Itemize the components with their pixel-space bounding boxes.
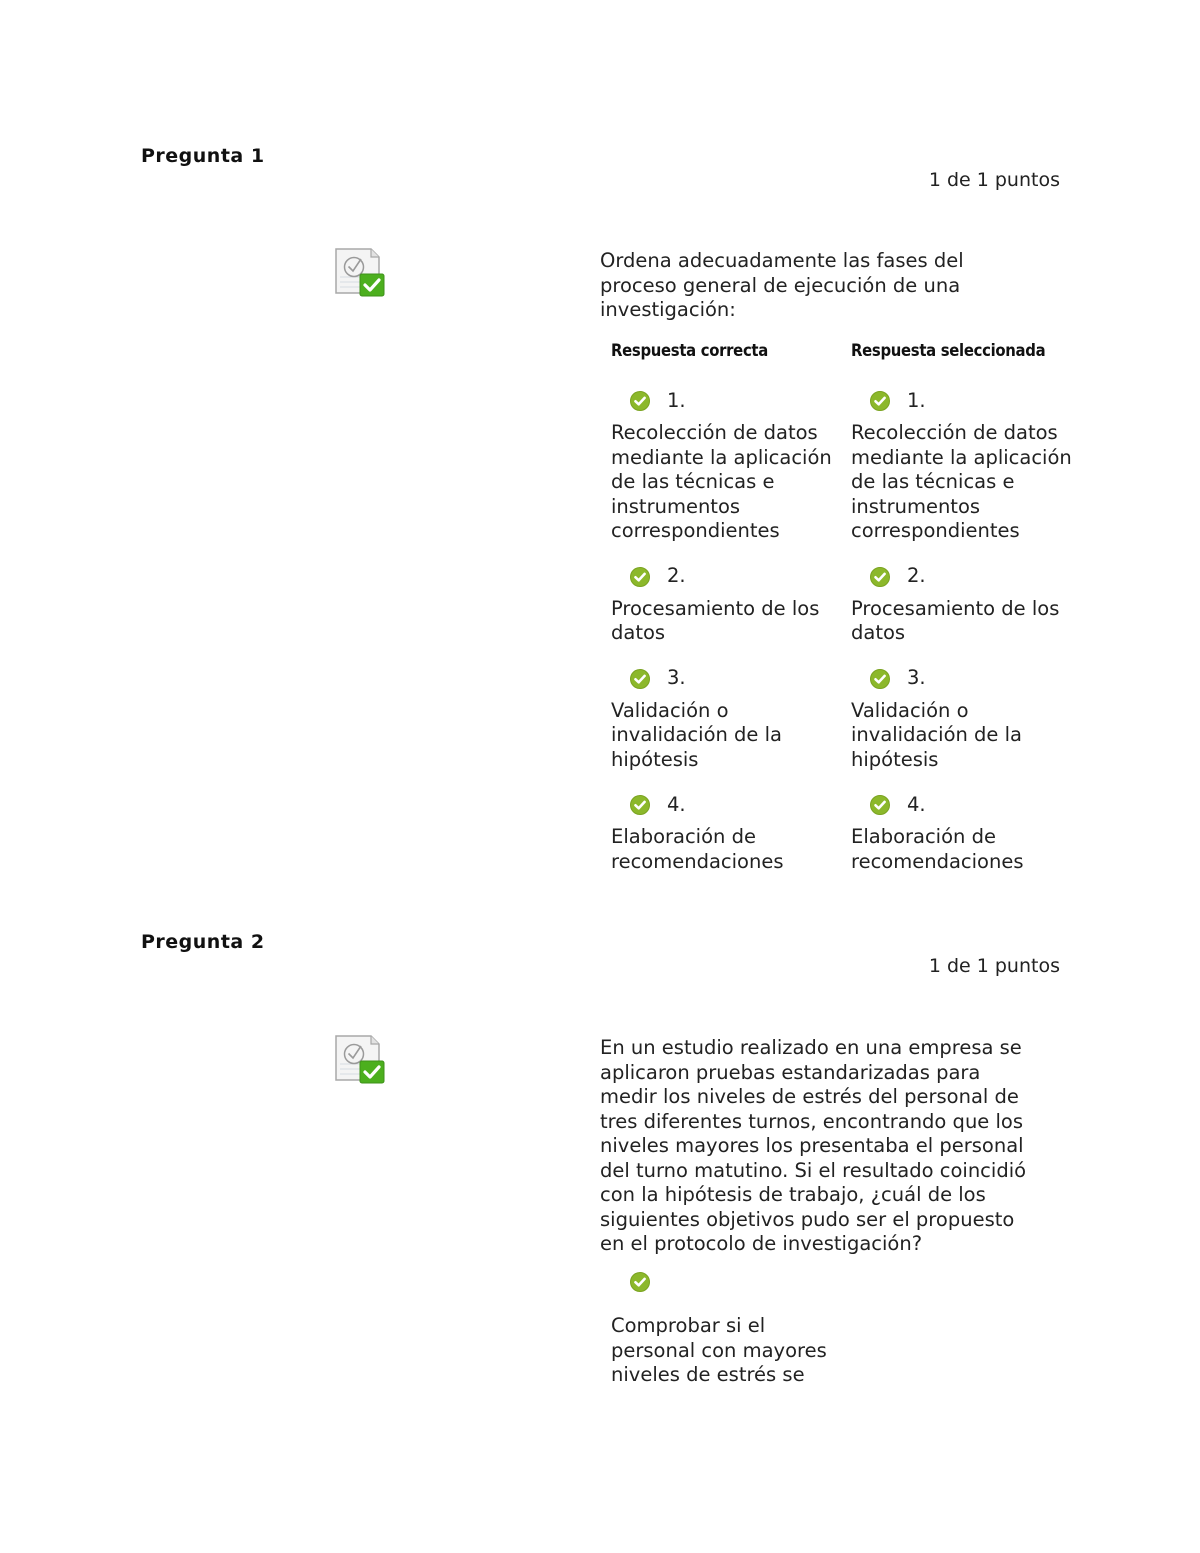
correct-answer-item xyxy=(611,659,841,699)
check-icon xyxy=(630,391,650,411)
correct-answer-column xyxy=(611,341,841,887)
answer-text: Elaboración de recomendaciones xyxy=(611,825,784,873)
question-2-text: En un estudio realizado en una empresa se aplicaron pruebas estandarizadas para medir los niveles de estrés del personal de tres diferentes turnos, encontrando que los niveles mayores los presentaba el personal del turno matutino. Si el resultado coincidió con la hipótesis de trabajo, ¿cuál de los siguientes objetivos pudo ser el propuesto en el protocolo de investigación? xyxy=(600,1036,1027,1255)
check-icon xyxy=(630,1272,650,1292)
answer-number: 3. xyxy=(667,666,686,690)
selected-answer-column xyxy=(851,341,1081,887)
check-icon xyxy=(870,795,890,815)
answer-number: 2. xyxy=(907,564,926,588)
answer-number: 4. xyxy=(907,792,926,816)
answer-text: Elaboración de recomendaciones xyxy=(851,825,1024,873)
answer-text: Procesamiento de los datos xyxy=(611,596,820,644)
correct-answer-item xyxy=(611,785,841,825)
check-icon xyxy=(870,567,890,587)
check-icon xyxy=(630,795,650,815)
question-1-points: 1 de 1 puntos xyxy=(928,169,1060,191)
answer-number: 3. xyxy=(907,666,926,690)
answer-number: 4. xyxy=(667,792,686,816)
question-1-title: Pregunta 1 xyxy=(141,145,265,167)
graded-correct-icon xyxy=(333,247,387,301)
answer-number: 1. xyxy=(667,388,686,412)
correct-answer-item xyxy=(611,381,841,421)
selected-answer-item xyxy=(851,381,1081,421)
answer-text: Validación o invalidación de la hipótesis xyxy=(851,698,1022,771)
check-icon xyxy=(870,669,890,689)
selected-answer-item xyxy=(851,659,1081,699)
check-icon xyxy=(630,669,650,689)
answer-text: Procesamiento de los datos xyxy=(851,596,1060,644)
answer-text: Recolección de datos mediante la aplicación de las técnicas e instrumentos correspondientes xyxy=(611,421,832,542)
correct-answer-header: Respuesta correcta xyxy=(611,341,768,360)
question-1-text: Ordena adecuadamente las fases del proceso general de ejecución de una investigación: xyxy=(600,249,964,321)
answer-text: Recolección de datos mediante la aplicación de las técnicas e instrumentos correspondientes xyxy=(851,421,1072,542)
answer-text: Comprobar si el personal con mayores niveles de estrés se xyxy=(611,1314,827,1386)
selected-answer-item xyxy=(851,557,1081,597)
correct-answer-item xyxy=(611,557,841,597)
check-icon xyxy=(630,567,650,587)
question-2-points: 1 de 1 puntos xyxy=(928,955,1060,977)
answer-text: Validación o invalidación de la hipótesis xyxy=(611,698,782,771)
selected-answer-header: Respuesta seleccionada xyxy=(851,341,1046,360)
graded-correct-icon xyxy=(333,1034,387,1088)
selected-answer-item xyxy=(851,785,1081,825)
question-2-answer xyxy=(611,1272,841,1388)
check-icon xyxy=(870,391,890,411)
question-2-title: Pregunta 2 xyxy=(141,931,265,953)
answer-number: 2. xyxy=(667,564,686,588)
answer-number: 1. xyxy=(907,388,926,412)
